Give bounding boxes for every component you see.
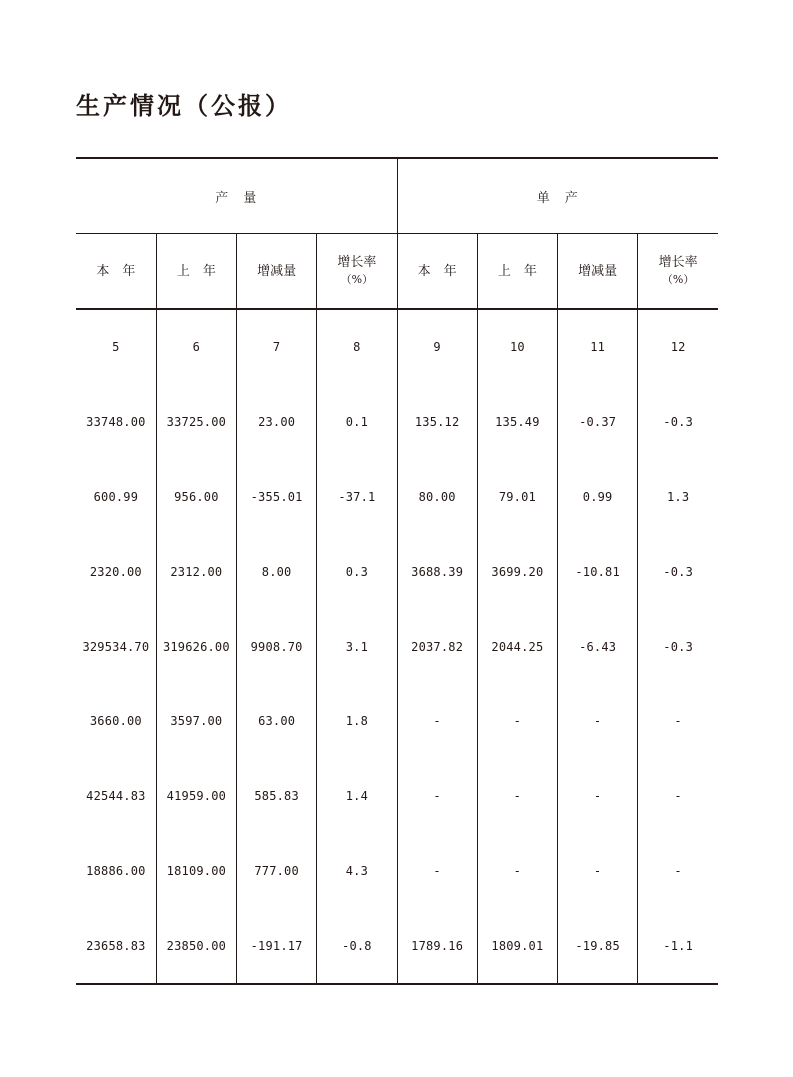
table-cell: - [638, 759, 718, 834]
table-cell: - [477, 834, 557, 909]
table-cell: 42544.83 [86, 789, 146, 804]
table-cell: 0.99 [558, 460, 638, 535]
table-cell: - [638, 834, 718, 909]
table-cell: -0.3 [638, 534, 718, 609]
table-row [76, 534, 718, 609]
table-cell: 777.00 [237, 834, 317, 909]
table-cell: - [397, 684, 477, 759]
table-cell: -0.37 [558, 385, 638, 460]
table-cell: 1809.01 [477, 908, 557, 984]
growth-label: 增长率 [337, 255, 377, 270]
table-cell: 33725.00 [156, 385, 236, 460]
table-cell: 6 [156, 309, 236, 385]
table-cell: 1789.16 [397, 908, 477, 984]
table-cell: - [558, 759, 638, 834]
table-cell: 4.3 [317, 834, 397, 909]
table-cell: 2320.00 [89, 564, 142, 579]
table-cell: 23658.83 [76, 908, 156, 984]
table-cell: -10.81 [558, 534, 638, 609]
table-cell: 0.3 [317, 534, 397, 609]
table-cell: 18886.00 [86, 863, 146, 878]
table-cell: 79.01 [477, 460, 557, 535]
table-cell: 1.3 [638, 460, 718, 535]
table-cell: 9908.70 [237, 609, 317, 684]
table-cell: -37.1 [317, 460, 397, 535]
col-header-yield-this-year: 本 年 [397, 234, 477, 310]
table-cell: - [397, 834, 477, 909]
table-cell: - [477, 684, 557, 759]
group-header-yield: 单 产 [397, 158, 718, 234]
table-cell: 41959.00 [156, 759, 236, 834]
table-cell: 2044.25 [477, 609, 557, 684]
table-row [76, 309, 718, 385]
table-cell: 1.8 [317, 684, 397, 759]
table-cell: 33748.00 [86, 415, 146, 430]
table-cell: -355.01 [237, 460, 317, 535]
table-cell: 3699.20 [477, 534, 557, 609]
table-cell: 23.00 [237, 385, 317, 460]
table-cell: 600.99 [93, 489, 139, 504]
table-cell: -6.43 [558, 609, 638, 684]
col-header-yield-last-year: 上 年 [477, 234, 557, 310]
table-cell: 1.4 [317, 759, 397, 834]
table-cell: 3597.00 [156, 684, 236, 759]
table-row [76, 834, 718, 909]
table-cell: -1.1 [638, 908, 718, 984]
table-cell: - [558, 834, 638, 909]
growth-label: 增长率 [658, 255, 698, 270]
col-header-output-last-year: 上 年 [156, 234, 236, 310]
table-cell: 956.00 [156, 460, 236, 535]
table-cell: 80.00 [397, 460, 477, 535]
col-header-output-growth [317, 234, 397, 310]
table-cell: - [638, 684, 718, 759]
table-cell: - [558, 684, 638, 759]
table-cell: 3.1 [317, 609, 397, 684]
table-cell: - [477, 759, 557, 834]
table-row [76, 759, 718, 834]
table-cell: -0.3 [638, 609, 718, 684]
table-cell: -0.3 [638, 385, 718, 460]
table-cell: 329534.70 [82, 639, 150, 654]
table-cell: 2312.00 [156, 534, 236, 609]
table-cell: 3688.39 [397, 534, 477, 609]
col-header-yield-change: 增减量 [558, 234, 638, 310]
col-header-yield-growth [638, 234, 718, 310]
table-cell: 63.00 [237, 684, 317, 759]
table-cell: 0.1 [317, 385, 397, 460]
table-cell: 8.00 [237, 534, 317, 609]
col-header-output-change: 增减量 [237, 234, 317, 310]
table-cell: 585.83 [237, 759, 317, 834]
table-cell: 9 [397, 309, 477, 385]
table-cell: 2037.82 [397, 609, 477, 684]
table-cell: -0.8 [317, 908, 397, 984]
table-row [76, 684, 718, 759]
growth-unit: （%） [661, 273, 695, 286]
table-cell: 319626.00 [156, 609, 236, 684]
table-cell: - [397, 759, 477, 834]
table-cell: -19.85 [558, 908, 638, 984]
table-row [76, 609, 718, 684]
table-cell: 3660.00 [89, 714, 142, 729]
production-table [76, 157, 718, 985]
table-cell: 11 [558, 309, 638, 385]
table-row [76, 460, 718, 535]
table-cell: 135.12 [397, 385, 477, 460]
table-cell: 18109.00 [156, 834, 236, 909]
growth-unit: （%） [340, 273, 374, 286]
group-header-output: 产 量 [76, 158, 397, 234]
table-cell: 5 [112, 340, 120, 355]
col-header-output-this-year: 本 年 [76, 234, 156, 310]
table-cell: 12 [638, 309, 718, 385]
table-cell: 8 [317, 309, 397, 385]
table-cell: 10 [477, 309, 557, 385]
table-cell: 7 [237, 309, 317, 385]
table-row [76, 385, 718, 460]
table-cell: -191.17 [237, 908, 317, 984]
page-title: 生产情况（公报） [76, 92, 292, 120]
table-cell: 135.49 [477, 385, 557, 460]
table-row [76, 908, 718, 984]
table-cell: 23850.00 [156, 908, 236, 984]
